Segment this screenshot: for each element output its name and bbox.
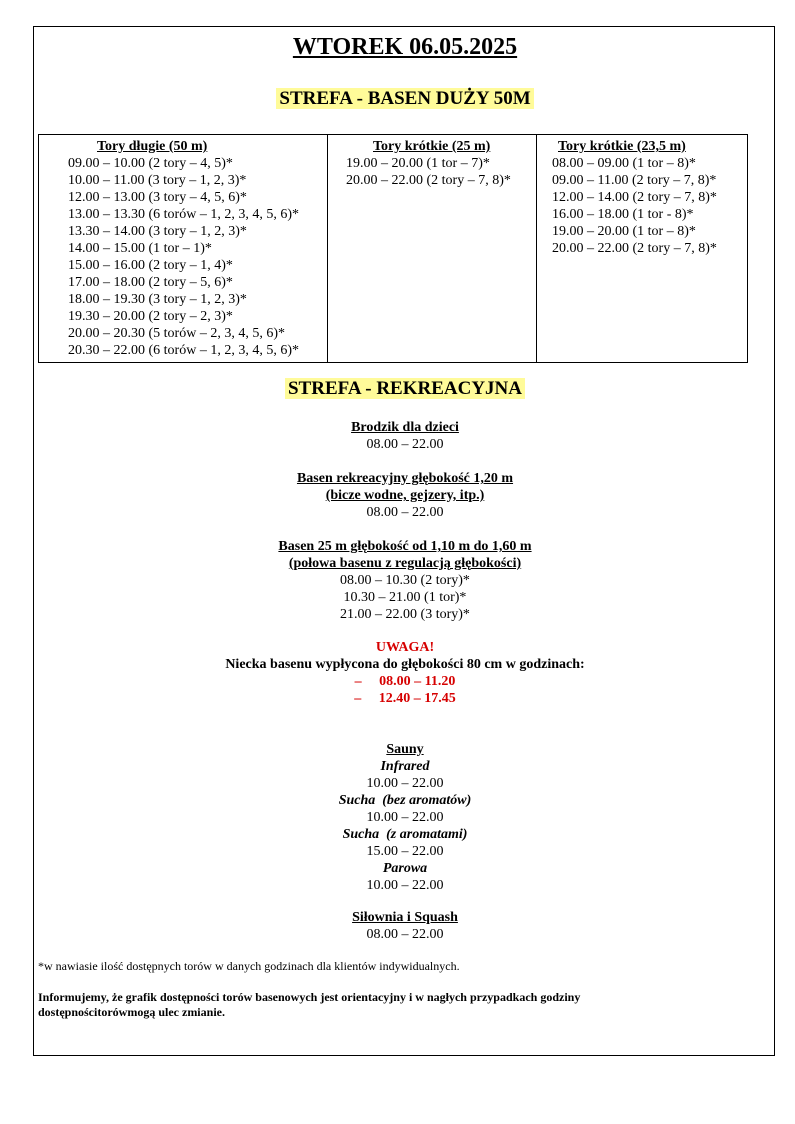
saunas-title: Sauny	[386, 742, 424, 757]
warning-text: Niecka basenu wypłycona do głębokości 80 cm w godzinach:	[225, 657, 585, 672]
lane-row: 17.00 – 18.00 (2 tory – 5, 6)*	[68, 275, 233, 290]
gym-block	[34, 909, 776, 943]
lane-row: 20.30 – 22.00 (6 torów – 1, 2, 3, 4, 5, 6)*	[68, 343, 299, 358]
info-line: Informujemy, że grafik dostępności torów basenowych jest orientacyjny i w nagłych przypadkach godziny	[38, 990, 581, 1004]
zone-recreation-heading: STREFA - REKREACYJNA	[285, 378, 525, 399]
lanes-table	[38, 134, 748, 363]
rec-pool-title: Basen rekreacyjny głębokość 1,20 m	[296, 471, 514, 486]
sauna-name: Sucha (z aromatami)	[342, 827, 468, 842]
lane-row: 18.00 – 19.30 (3 tory – 1, 2, 3)*	[68, 292, 247, 307]
info-note	[38, 990, 738, 1020]
column-header: Tory krótkie (23,5 m)	[558, 139, 686, 154]
lane-row: 12.00 – 13.00 (3 tory – 4, 5, 6)*	[68, 190, 247, 205]
warning-label: UWAGA!	[375, 640, 435, 655]
sauna-hours: 15.00 – 22.00	[366, 844, 444, 859]
lane-row: 19.30 – 20.00 (2 tory – 2, 3)*	[68, 309, 233, 324]
pool25-hours-row: 10.30 – 21.00 (1 tor)*	[343, 590, 467, 605]
rec-pool-subtitle: (bicze wodne, gejzery, itp.)	[325, 488, 485, 503]
gym-title: Siłownia i Squash	[352, 910, 458, 925]
gym-hours: 08.00 – 22.00	[366, 927, 444, 942]
lanes-column-long	[39, 135, 328, 362]
lane-row: 16.00 – 18.00 (1 tor - 8)*	[552, 207, 694, 222]
sauna-name: Parowa	[382, 861, 428, 876]
lane-row: 20.00 – 20.30 (5 torów – 2, 3, 4, 5, 6)*	[68, 326, 285, 341]
footnote: *w nawiasie ilość dostępnych torów w danych godzinach dla klientów indywidualnych.	[38, 959, 460, 973]
warning-block	[34, 639, 776, 707]
kids-pool-title: Brodzik dla dzieci	[351, 420, 459, 435]
schedule-frame	[33, 26, 775, 1056]
lane-row: 19.00 – 20.00 (1 tor – 8)*	[552, 224, 696, 239]
page-title: WTOREK 06.05.2025	[292, 34, 518, 60]
pool25-subtitle: (połowa basenu z regulacją głębokości)	[288, 556, 522, 571]
zone-big-pool-heading: STREFA - BASEN DUŻY 50M	[276, 88, 533, 109]
lane-row: 15.00 – 16.00 (2 tory – 1, 4)*	[68, 258, 233, 273]
lane-row: 20.00 – 22.00 (2 tory – 7, 8)*	[346, 173, 511, 188]
lane-row: 20.00 – 22.00 (2 tory – 7, 8)*	[552, 241, 717, 256]
sauna-name: Sucha (bez aromatów)	[338, 793, 472, 808]
column-header: Tory długie (50 m)	[97, 139, 208, 154]
lane-row: 14.00 – 15.00 (1 tor – 1)*	[68, 241, 212, 256]
lane-row: 13.00 – 13.30 (6 torów – 1, 2, 3, 4, 5, 6)*	[68, 207, 299, 222]
lane-row: 08.00 – 09.00 (1 tor – 8)*	[552, 156, 696, 171]
lane-row: 09.00 – 10.00 (2 tory – 4, 5)*	[68, 156, 233, 171]
warning-time: – 12.40 – 17.45	[354, 691, 456, 706]
kids-pool-block	[34, 419, 776, 453]
pool25-block	[34, 538, 776, 623]
kids-pool-hours: 08.00 – 22.00	[366, 437, 444, 452]
sauna-hours: 10.00 – 22.00	[366, 776, 444, 791]
sauna-hours: 10.00 – 22.00	[366, 878, 444, 893]
lane-row: 12.00 – 14.00 (2 tory – 7, 8)*	[552, 190, 717, 205]
warning-time: – 08.00 – 11.20	[354, 674, 456, 689]
rec-pool-hours: 08.00 – 22.00	[366, 505, 444, 520]
info-line: dostępnościtorówmogą ulec zmianie.	[38, 1005, 225, 1019]
zone-big-pool-heading-wrap	[34, 86, 776, 112]
lane-row: 13.30 – 14.00 (3 tory – 1, 2, 3)*	[68, 224, 247, 239]
lane-row: 10.00 – 11.00 (3 tory – 1, 2, 3)*	[68, 173, 247, 188]
sauna-hours: 10.00 – 22.00	[366, 810, 444, 825]
pool25-hours-row: 08.00 – 10.30 (2 tory)*	[340, 573, 470, 588]
lane-row: 09.00 – 11.00 (2 tory – 7, 8)*	[552, 173, 717, 188]
pool25-hours-row: 21.00 – 22.00 (3 tory)*	[340, 607, 470, 622]
lane-row: 19.00 – 20.00 (1 tor – 7)*	[346, 156, 490, 171]
lanes-column-short-23-5	[537, 135, 747, 362]
lanes-column-short-25	[328, 135, 537, 362]
pool25-title: Basen 25 m głębokość od 1,10 m do 1,60 m	[278, 539, 532, 554]
saunas-block	[34, 741, 776, 894]
rec-pool-block	[34, 470, 776, 521]
column-header: Tory krótkie (25 m)	[373, 139, 491, 154]
sauna-name: Infrared	[380, 759, 430, 774]
zone-recreation-heading-wrap	[34, 376, 776, 402]
